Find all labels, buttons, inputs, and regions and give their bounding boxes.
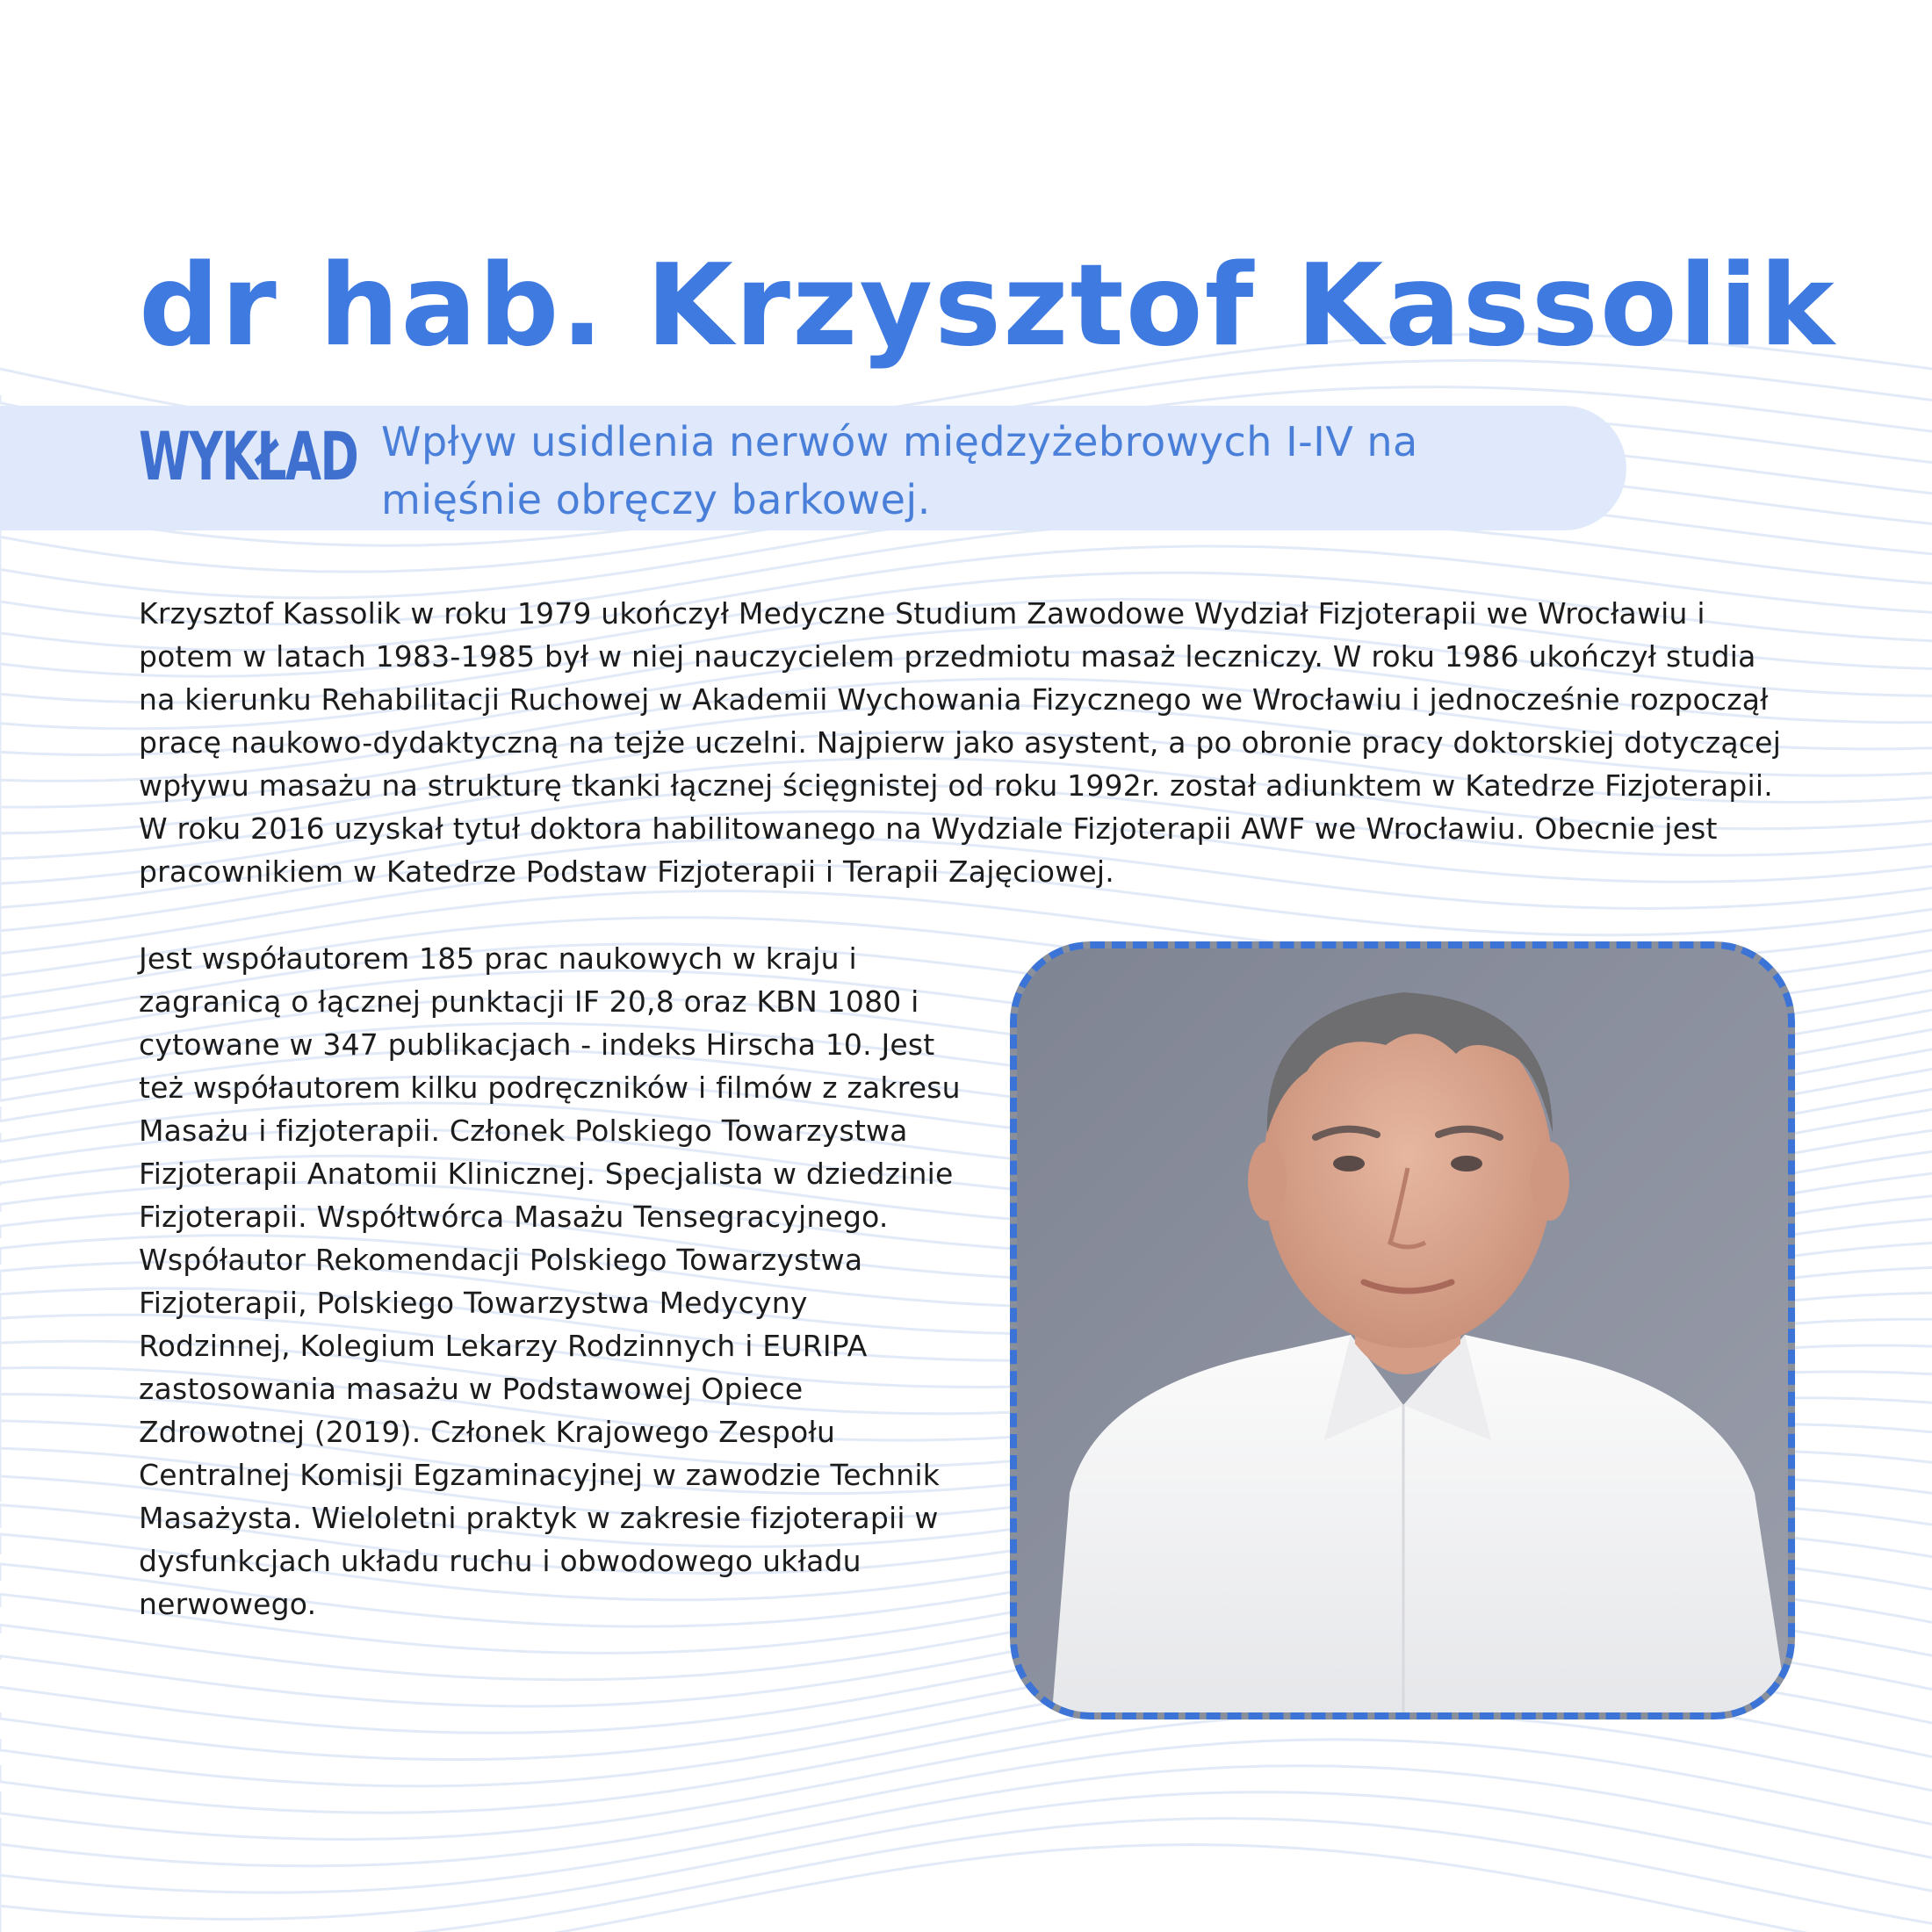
lecture-label: WYKŁAD [139,417,358,495]
bio-paragraph-1: Krzysztof Kassolik w roku 1979 ukończył Medyczne Studium Zawodowe Wydział Fizjoterapii we Wrocławiu i potem w latach 1983-1985 był w niej nauczycielem przedmiotu masaż leczniczy. W roku 1986 ukończył studia na kierunku Rehabilitacji Ruchowej w Akademii Wychowania Fizycznego we Wrocławiu i jednocześnie rozpoczął pracę naukowo-dydaktyczną na tejże uczelni. Najpierw jako asystent, a po obronie pracy doktorskiej dotyczącej wpływu masażu na strukturę tkanki łącznej ścięgnistej od roku 1992r. został adiunktem w Katedrze Fizjoterapii. W roku 2016 uzyskał tytuł doktora habilitowanego na Wydziale Fizjoterapii AWF we Wrocławiu. Obecnie jest pracownikiem w Katedrze Podstaw Fizjoterapii i Terapii Zajęciowej. [139,596,1782,889]
speaker-photo-frame [1010,941,1795,1719]
portrait-photo [1017,948,1788,1712]
speaker-name: dr hab. Krzysztof Kassolik [139,241,1836,371]
bio-paragraph-2: Jest współautorem 185 prac naukowych w kraju i zagranicą o łącznej punktacji IF 20,8 oraz KBN 1080 i cytowane w 347 publikacjach - indeks Hirscha 10. Jest też współautorem kilku podręczników i filmów z zakresu Masażu i fizjoterapii. Członek Polskiego Towarzystwa Fizjoterapii Anatomii Klinicznej. Specjalista w dziedzinie Fizjoterapii. Współtwórca Masażu Tensegracyjnego. Współautor Rekomendacji Polskiego Towarzystwa Fizjoterapii, Polskiego Towarzystwa Medycyny Rodzinnej, Kolegium Lekarzy Rodzinnych i EURIPA zastosowania masażu w Podstawowej Opiece Zdrowotnej (2019). Członek Krajowego Zespołu Centralnej Komisji Egzaminacyjnej w zawodzie Technik Masażysta. Wieloletni praktyk w zakresie fizjoterapii w dysfunkcjach układu ruchu i obwodowego układu nerwowego. [139,941,961,1621]
lecture-title: Wpływ usidlenia nerwów międzyżebrowych I-IV na mięśnie obręczy barkowej. [381,418,1418,523]
